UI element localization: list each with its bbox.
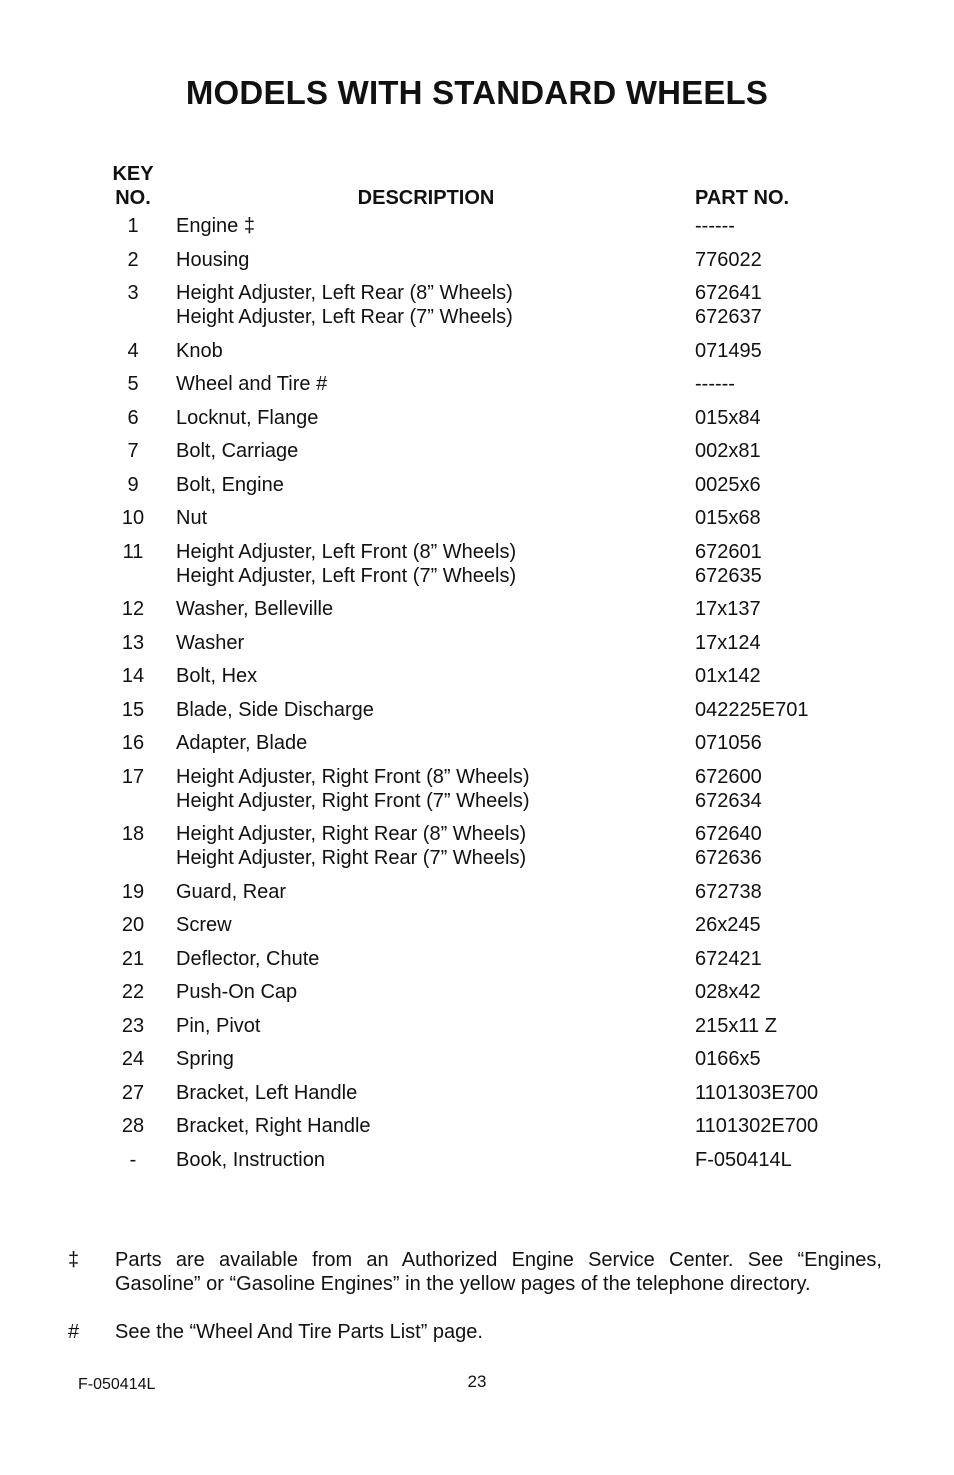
description-line: Bolt, Engine — [176, 473, 284, 496]
key-number: 9 — [127, 473, 139, 496]
key-number: 6 — [127, 406, 139, 429]
part-number-cell — [695, 339, 880, 363]
part-number: ------ — [695, 373, 735, 395]
part-number-cell — [695, 980, 880, 1004]
key-number: 19 — [121, 880, 145, 903]
key-number: 12 — [121, 598, 145, 620]
table-row — [100, 627, 880, 661]
key-number: 7 — [127, 440, 139, 462]
description-line: Book, Instruction — [176, 1148, 325, 1171]
table-row — [100, 536, 880, 594]
description-cell — [166, 765, 695, 813]
page-title: MODELS WITH STANDARD WHEELS — [185, 74, 769, 111]
description-cell — [166, 980, 695, 1004]
table-row — [100, 593, 880, 627]
table-row — [100, 727, 880, 761]
description-line: Blade, Side Discharge — [176, 698, 374, 721]
part-number-cell — [695, 473, 880, 497]
description-cell — [166, 406, 695, 430]
description-cell — [166, 947, 695, 971]
description-line: Bolt, Hex — [176, 665, 258, 687]
description-line: Push-On Cap — [176, 981, 298, 1003]
key-number: 28 — [121, 1115, 145, 1137]
part-number-cell — [695, 506, 880, 530]
page-number: 23 — [467, 1372, 487, 1391]
description-cell — [166, 1148, 695, 1172]
description-line: Height Adjuster, Right Rear (8” Wheels) — [176, 823, 527, 845]
part-number: 672738 — [695, 880, 762, 903]
part-number-cell — [695, 765, 880, 813]
description-cell — [166, 1047, 695, 1071]
description-line: Locknut, Flange — [176, 406, 319, 429]
description-cell — [166, 631, 695, 655]
description-cell — [166, 913, 695, 937]
description-line: Adapter, Blade — [176, 732, 308, 754]
part-number: 071056 — [695, 732, 762, 754]
part-number: 028x42 — [695, 981, 761, 1003]
description-line: Deflector, Chute — [176, 947, 320, 970]
part-number: 042225E701 — [695, 698, 809, 721]
table-row — [100, 660, 880, 694]
part-number: 1101302E700 — [695, 1115, 819, 1137]
part-number-cell — [695, 1148, 880, 1172]
part-number: 17x137 — [695, 598, 761, 620]
key-number: 5 — [127, 373, 139, 395]
part-number: 0166x5 — [695, 1048, 761, 1070]
part-number-cell — [695, 281, 880, 329]
description-line: Spring — [176, 1048, 234, 1070]
description-cell — [166, 248, 695, 272]
key-number: 27 — [121, 1081, 145, 1104]
key-number: 21 — [121, 947, 145, 970]
table-row — [100, 368, 880, 402]
part-no-header: PART NO. — [695, 187, 790, 209]
table-row — [100, 402, 880, 436]
table-row — [100, 943, 880, 977]
description-cell — [166, 281, 695, 329]
key-number: 20 — [121, 914, 145, 936]
description-cell — [166, 731, 695, 755]
part-number: 672600 — [695, 765, 762, 788]
part-number-cell — [695, 372, 880, 396]
key-number: 22 — [121, 981, 145, 1003]
part-number: 672421 — [695, 947, 762, 970]
part-number-cell — [695, 1047, 880, 1071]
part-number-cell — [695, 731, 880, 755]
description-line: Guard, Rear — [176, 880, 287, 903]
description-cell — [166, 664, 695, 688]
hash-symbol: # — [68, 1321, 80, 1343]
description-line: Height Adjuster, Left Rear (8” Wheels) — [176, 282, 513, 304]
part-number-cell — [695, 664, 880, 688]
table-row — [100, 876, 880, 910]
part-number-cell — [695, 698, 880, 722]
description-line: Height Adjuster, Right Rear (7” Wheels) — [176, 847, 527, 869]
footnotes — [68, 1248, 882, 1344]
table-row — [100, 761, 880, 819]
key-header-line2: NO. — [115, 187, 151, 209]
part-number: 672637 — [695, 306, 762, 328]
key-number: 18 — [121, 823, 145, 845]
footnote-engine — [68, 1248, 882, 1296]
key-number: 17 — [121, 765, 145, 788]
description-line: Bolt, Carriage — [176, 440, 299, 462]
footnote-text: Parts are available from an Authorized Engine Service Center. See “Engines, Gasoline” or “Gasoline Engines” in the yellow pages of the telephone directory. — [115, 1249, 882, 1295]
description-line: Bracket, Right Handle — [176, 1115, 371, 1137]
key-number: 10 — [121, 507, 145, 529]
description-cell — [166, 506, 695, 530]
description-line: Height Adjuster, Right Front (7” Wheels) — [176, 789, 530, 812]
description-cell — [166, 439, 695, 463]
description-line: Bracket, Left Handle — [176, 1081, 358, 1104]
table-row — [100, 335, 880, 369]
part-number: 672601 — [695, 540, 762, 563]
table-row — [100, 435, 880, 469]
description-line: Housing — [176, 248, 250, 271]
description-line: Nut — [176, 507, 208, 529]
key-number: 23 — [121, 1014, 145, 1037]
part-number-cell — [695, 1114, 880, 1138]
part-number-cell — [695, 913, 880, 937]
part-number-cell — [695, 947, 880, 971]
part-number-cell — [695, 214, 880, 238]
table-body — [100, 210, 880, 1177]
table-row — [100, 244, 880, 278]
table-row — [100, 1010, 880, 1044]
description-cell — [166, 1014, 695, 1038]
table-row — [100, 1077, 880, 1111]
part-number: 776022 — [695, 248, 762, 271]
description-line: Height Adjuster, Left Rear (7” Wheels) — [176, 306, 513, 328]
footnote-wheel — [68, 1320, 882, 1344]
part-number-cell — [695, 631, 880, 655]
table-row — [100, 1144, 880, 1178]
key-number: 13 — [121, 631, 145, 654]
key-number: 4 — [127, 339, 139, 362]
part-number-cell — [695, 597, 880, 621]
part-number: 17x124 — [695, 631, 761, 654]
key-number: 15 — [121, 698, 145, 721]
part-number: 002x81 — [695, 440, 761, 462]
description-cell — [166, 540, 695, 588]
part-number: 672635 — [695, 564, 762, 587]
part-number: F-050414L — [695, 1148, 792, 1171]
description-line: Wheel and Tire # — [176, 373, 328, 395]
part-number: 01x142 — [695, 665, 761, 687]
part-number: 215x11 Z — [695, 1014, 777, 1037]
double-dagger-symbol: ‡ — [68, 1249, 80, 1271]
description-cell — [166, 880, 695, 904]
description-cell — [166, 597, 695, 621]
part-number-cell — [695, 439, 880, 463]
description-cell — [166, 698, 695, 722]
part-number: ------ — [695, 215, 735, 237]
part-number: 672634 — [695, 789, 762, 812]
description-cell — [166, 339, 695, 363]
part-number: 071495 — [695, 339, 762, 362]
key-number: 14 — [121, 665, 145, 687]
description-line: Washer, Belleville — [176, 598, 334, 620]
part-number-cell — [695, 1081, 880, 1105]
part-number: 672640 — [695, 823, 762, 845]
description-line: Screw — [176, 914, 232, 936]
part-number-cell — [695, 540, 880, 588]
table-row — [100, 694, 880, 728]
part-number-cell — [695, 248, 880, 272]
part-number: 672636 — [695, 847, 762, 869]
part-number-cell — [695, 822, 880, 870]
description-cell — [166, 214, 695, 238]
document-number: F-050414L — [78, 1376, 156, 1393]
part-number: 1101303E700 — [695, 1081, 819, 1104]
parts-table — [100, 160, 880, 1177]
description-line: Washer — [176, 631, 245, 654]
description-line: Height Adjuster, Right Front (8” Wheels) — [176, 765, 530, 788]
description-cell — [166, 473, 695, 497]
key-number: 16 — [121, 732, 145, 754]
description-line: Engine ‡ — [176, 215, 255, 237]
part-number: 672641 — [695, 282, 762, 304]
key-header-line1: KEY — [112, 163, 154, 185]
key-number: - — [129, 1148, 137, 1171]
table-row — [100, 909, 880, 943]
table-row — [100, 1043, 880, 1077]
part-number: 0025x6 — [695, 473, 761, 496]
table-row — [100, 502, 880, 536]
key-number: 3 — [127, 282, 139, 304]
part-number: 015x84 — [695, 406, 761, 429]
description-line: Knob — [176, 339, 223, 362]
table-row — [100, 976, 880, 1010]
description-line: Height Adjuster, Left Front (8” Wheels) — [176, 540, 517, 563]
description-cell — [166, 1081, 695, 1105]
part-number-cell — [695, 1014, 880, 1038]
key-no-header — [100, 162, 166, 210]
table-row — [100, 1110, 880, 1144]
description-line: Pin, Pivot — [176, 1014, 261, 1037]
table-row — [100, 210, 880, 244]
part-number-cell — [695, 880, 880, 904]
key-number: 24 — [121, 1048, 145, 1070]
description-header: DESCRIPTION — [357, 187, 495, 209]
description-cell — [166, 372, 695, 396]
key-number: 1 — [127, 215, 139, 237]
description-cell — [166, 822, 695, 870]
table-row — [100, 818, 880, 876]
part-number: 015x68 — [695, 507, 761, 529]
part-number: 26x245 — [695, 914, 761, 936]
table-header — [100, 160, 880, 210]
key-number: 2 — [127, 248, 139, 271]
description-cell — [166, 1114, 695, 1138]
table-row — [100, 469, 880, 503]
table-row — [100, 277, 880, 335]
description-line: Height Adjuster, Left Front (7” Wheels) — [176, 564, 517, 587]
footnote-text: See the “Wheel And Tire Parts List” page. — [115, 1321, 483, 1343]
part-number-cell — [695, 406, 880, 430]
key-number: 11 — [122, 540, 144, 563]
